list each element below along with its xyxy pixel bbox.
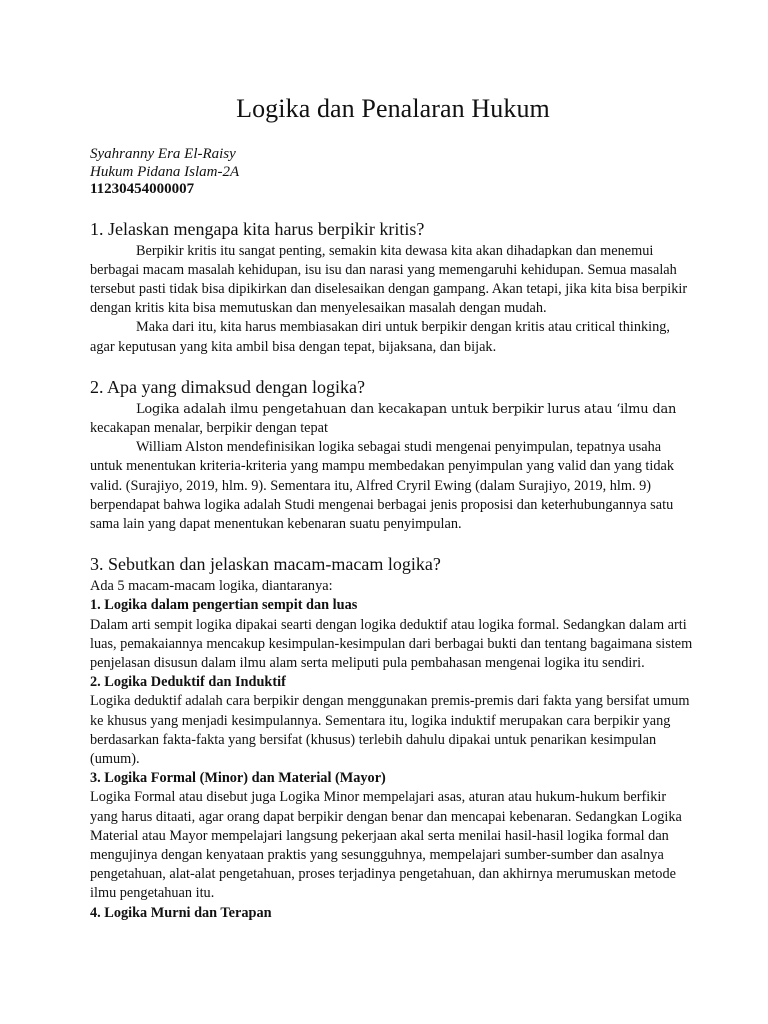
document-title: Logika dan Penalaran Hukum: [236, 94, 550, 123]
question-2: 2. Apa yang dimaksud dengan logika?: [90, 376, 365, 397]
logic-type-item: [90, 769, 696, 903]
logic-type-item: [90, 673, 696, 769]
answer-3-intro: Ada 5 macam-macam logika, diantaranya:: [90, 578, 333, 595]
answer-1-paragraph-2: Maka dari itu, kita harus membiasakan diri untuk berpikir dengan kritis atau critical thinking, agar keputusan yang kita ambil bisa dengan tepat, bijaksana, dan bijak.: [90, 319, 671, 355]
author-id: 11230454000007: [90, 181, 195, 197]
logic-type-heading: 1. Logika dalam pengertian sempit dan luas: [90, 597, 358, 614]
logic-type-item: [90, 596, 696, 673]
answer-2-paragraph-2: William Alston mendefinisikan logika sebagai studi mengenai penyimpulan, tepatnya usaha untuk menentukan kriteria-kriteria yang mampu membedakan penyimpulan yang valid dan yang tidak valid. (Surajiyo, 2019, hlm. 9). Sementara itu, Alfred Cryril Ewing (dalam Surajiyo, 2019, hlm. 9) berpendapat bahwa logika adalah Studi mengenai berbagai jenis proposisi dan keterhubungannya satu sama lain yang dapat menentukan kebenaran suatu penyimpulan.: [90, 439, 675, 532]
answer-2-definition-line-2: kecakapan menalar, berpikir dengan tepat: [90, 419, 328, 436]
logic-type-heading: 4. Logika Murni dan Terapan: [90, 904, 272, 921]
answer-1-paragraph-1: Berpikir kritis itu sangat penting, semakin kita dewasa kita akan dihadapkan dan menemui berbagai macam masalah kehidupan, isu isu dan narasi yang memengaruhi kehidupan. Semua masalah tersebut pasti tidak bisa dipikirkan dan diselesaikan dengan gampang. Akan tetapi, jika kita bisa berpikir dengan kritis kita bisa memutuskan dan menyelesaikan masalah dengan mudah.: [90, 242, 688, 317]
section-q1: [90, 219, 696, 357]
section-q3: [90, 554, 696, 923]
logic-type-body: Logika deduktif adalah cara berpikir dengan menggunakan premis-premis dari fakta yang bersifat umum ke khusus yang menjadi kesimpulannya. Sementara itu, logika induktif merupakan cara berpikir yang berdasarkan fakta-fakta yang bersifat (khusus) terlebih dahulu dipakai untuk penarikan kesimpulan (umum).: [90, 693, 690, 767]
answer-2-definition-line-1: Logika adalah ilmu pengetahuan dan kecakapan untuk berpikir lurus atau ‘ilmu dan: [136, 401, 677, 417]
logic-type-body: Dalam arti sempit logika dipakai searti dengan logika deduktif atau logika formal. Sedangkan dalam arti luas, pemakaiannya mencakup kesimpulan-kesimpulan dari berbagai bukti dan tentang bagaimana sistem penjelasan disusun dalam ilmu alam serta meliputi pula pembahasan mengenai logika itu sendiri.: [90, 616, 693, 671]
question-1: 1. Jelaskan mengapa kita harus berpikir kritis?: [90, 218, 425, 239]
logic-type-heading: 2. Logika Deduktif dan Induktif: [90, 674, 286, 691]
logic-type-body: Logika Formal atau disebut juga Logika Minor mempelajari asas, aturan atau hukum-hukum berfikir yang harus ditaati, agar orang dapat berpikir dengan benar dan mencapai kebenaran. Sedangkan Logika Material atau Mayor mempelajari langsung pekerjaan akal serta menilai hasil-hasil logika formal dan mengujinya dengan kenyataan praktis yang sesungguhnya, mempelajari sumber-sumber dan asalnya pengetahuan, alat-alat pengetahuan, proses terjadinya pengetahuan, dan akhirnya merumuskan metode ilmu pengetahuan itu.: [90, 789, 682, 902]
author-name: Syahranny Era El-Raisy: [90, 146, 236, 162]
author-block: [90, 146, 696, 199]
section-q2: [90, 377, 696, 534]
logic-type-item: [90, 904, 696, 923]
logic-type-heading: 3. Logika Formal (Minor) dan Material (Mayor): [90, 770, 386, 787]
author-class: Hukum Pidana Islam-2A: [90, 163, 240, 180]
question-3: 3. Sebutkan dan jelaskan macam-macam logika?: [90, 554, 441, 575]
